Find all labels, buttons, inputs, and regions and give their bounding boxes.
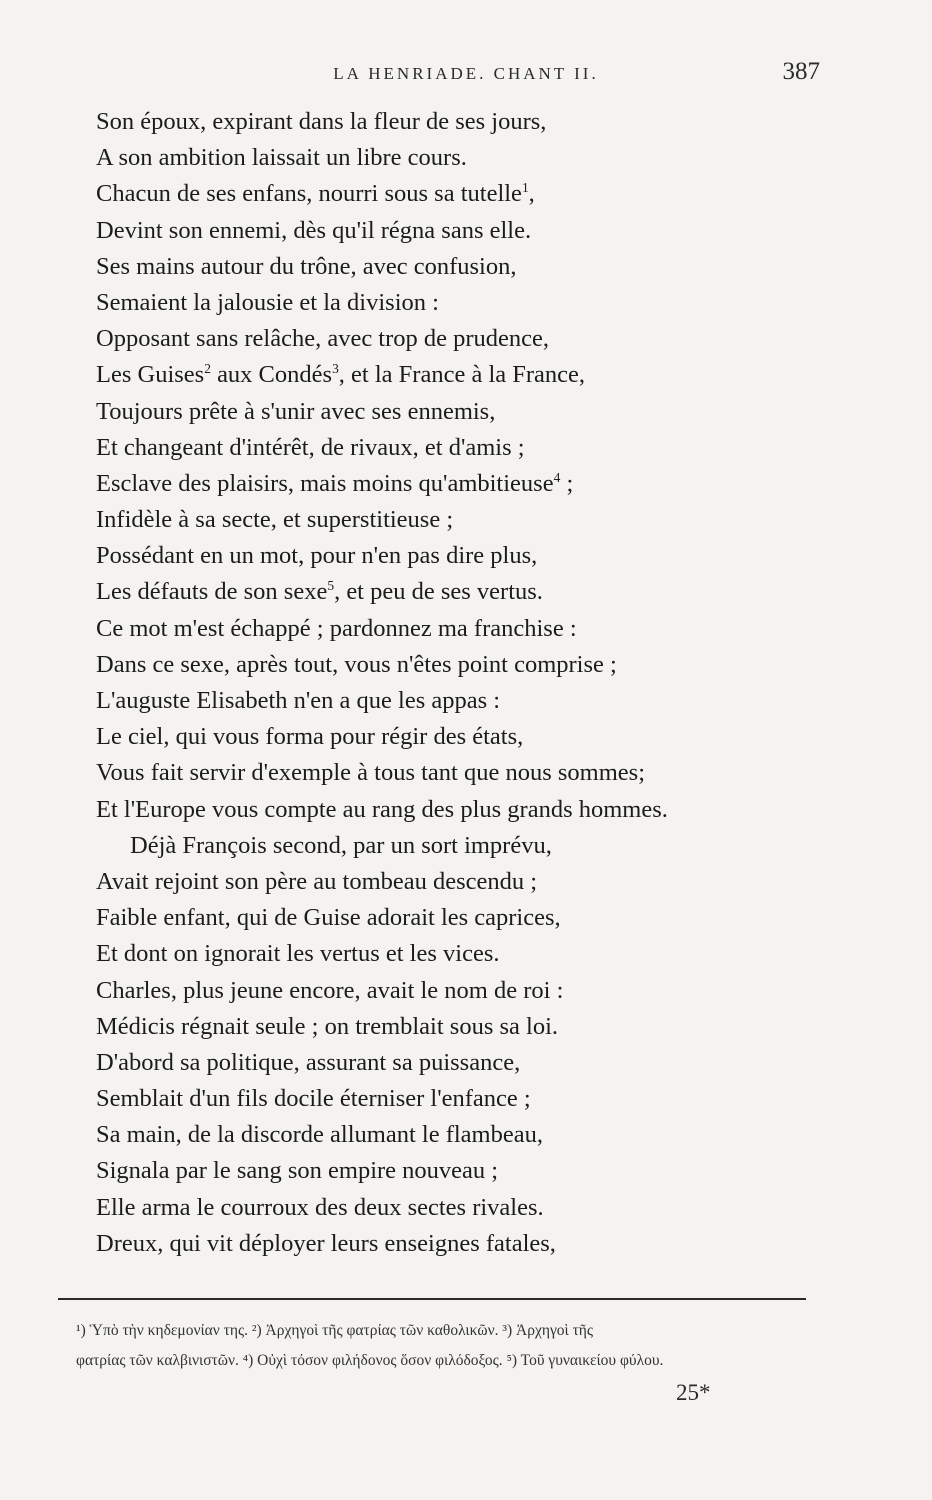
verse-text: Esclave des plaisirs, mais moins qu'ambitieuse <box>96 469 554 497</box>
verse-line <box>96 936 836 972</box>
verse-text: Déjà François second, par un sort imprévu, <box>130 831 552 859</box>
verse-text: Semblait d'un fils docile éterniser l'enfance ; <box>96 1085 531 1113</box>
page-number: 387 <box>782 58 820 85</box>
verse-text: Charles, plus jeune encore, avait le nom de roi : <box>96 976 564 1004</box>
verse-text: Vous fait servir d'exemple à tous tant que nous sommes; <box>96 759 646 787</box>
footnote-marker: 5 <box>327 578 335 594</box>
verse-text-continued: aux Condés <box>210 361 333 389</box>
verse-line <box>96 321 836 357</box>
verse-text: Elle arma le courroux des deux sectes rivales. <box>96 1193 544 1221</box>
verse-line <box>96 285 836 321</box>
verse-line <box>96 973 836 1009</box>
verse-line <box>96 1226 836 1262</box>
verse-text: D'abord sa politique, assurant sa puissance, <box>96 1048 521 1076</box>
verse-line <box>96 1009 836 1045</box>
verse-line <box>96 430 836 466</box>
verse-line <box>96 755 836 791</box>
verse-text: Et l'Europe vous compte au rang des plus grands hommes. <box>96 795 668 823</box>
verse-line <box>96 900 836 936</box>
footnotes <box>76 1316 821 1376</box>
footnote-marker: 1 <box>521 180 529 196</box>
verse-text: Les défauts de son sexe <box>96 578 328 606</box>
footnote-marker: 2 <box>204 361 211 377</box>
verse-line <box>96 249 836 285</box>
verse-text: Toujours prête à s'unir avec ses ennemis, <box>96 397 496 425</box>
verse-text: Médicis régnait seule ; on tremblait sous sa loi. <box>96 1012 559 1040</box>
verse-text: Ses mains autour du trône, avec confusion, <box>96 252 517 280</box>
verse-text: Possédant en un mot, pour n'en pas dire plus, <box>96 542 538 570</box>
verse-text: L'auguste Elisabeth n'en a que les appas : <box>96 687 501 714</box>
verse-line <box>96 538 836 574</box>
verse-text: Sa main, de la discorde allumant le flambeau, <box>96 1121 543 1149</box>
running-head: LA HENRIADE. CHANT II. <box>333 64 599 83</box>
footnote-line: ¹) Ὑπὸ τὴν κηδεμονίαν της. ²) Ἀρχηγοὶ τῆς φατρίας τῶν καθολικῶν. ³) Ἀρχηγοὶ τῆς <box>76 1322 594 1339</box>
verse-text-continued: , et la France à la France, <box>338 361 586 389</box>
verse-line <box>96 104 836 140</box>
verse-line <box>96 357 836 393</box>
footnote-line: φατρίας τῶν καλβινιστῶν. ⁴) Οὐχὶ τόσον φιλήδονος ὅσον φιλόδοξος. ⁵) Τοῦ γυναικείου φύλου. <box>76 1352 664 1369</box>
verse-text: Et changeant d'intérêt, de rivaux, et d'amis ; <box>96 433 525 461</box>
verse-text-continued: , <box>528 180 535 208</box>
verse-text: Opposant sans relâche, avec trop de prudence, <box>96 325 550 353</box>
footnote-rule <box>58 1298 806 1300</box>
poem-text <box>96 104 836 1262</box>
verse-line <box>96 828 836 864</box>
verse-line <box>96 792 836 828</box>
verse-line <box>96 1045 836 1081</box>
verse-line <box>96 719 836 755</box>
verse-line <box>96 1117 836 1153</box>
verse-text: Les Guises <box>96 361 205 389</box>
page-header <box>0 58 932 92</box>
verse-text: Chacun de ses enfans, nourri sous sa tutelle <box>96 180 522 208</box>
verse-text: Le ciel, qui vous forma pour régir des états, <box>96 723 524 751</box>
verse-text-continued: ; <box>560 469 574 497</box>
verse-text-continued: , et peu de ses vertus. <box>334 578 543 606</box>
footnote-marker: 3 <box>332 361 339 377</box>
verse-text: Signala par le sang son empire nouveau ; <box>96 1157 499 1185</box>
verse-line <box>96 176 836 212</box>
footnote-marker: 4 <box>553 469 561 485</box>
verse-line <box>96 213 836 249</box>
verse-line <box>96 466 836 502</box>
verse-line <box>96 611 836 647</box>
verse-text: Ce mot m'est échappé ; pardonnez ma franchise : <box>96 614 577 642</box>
verse-line <box>96 683 836 719</box>
verse-line <box>96 574 836 610</box>
verse-text: Son époux, expirant dans la fleur de ses jours, <box>96 108 547 135</box>
verse-line <box>96 1153 836 1189</box>
verse-text: Faible enfant, qui de Guise adorait les caprices, <box>96 904 561 932</box>
verse-text: Dans ce sexe, après tout, vous n'êtes point comprise ; <box>96 650 617 678</box>
verse-text: Devint son ennemi, dès qu'il régna sans elle. <box>96 216 532 244</box>
verse-text: Dreux, qui vit déployer leurs enseignes fatales, <box>96 1229 556 1257</box>
verse-line <box>96 647 836 683</box>
verse-text: Semaient la jalousie et la division : <box>96 288 439 316</box>
verse-text: Infidèle à sa secte, et superstitieuse ; <box>96 506 454 534</box>
verse-text: A son ambition laissait un libre cours. <box>96 144 467 172</box>
verse-line <box>96 1190 836 1226</box>
verse-line <box>96 394 836 430</box>
verse-line <box>96 140 836 176</box>
printer-signature: 25* <box>676 1380 711 1405</box>
verse-line <box>96 1081 836 1117</box>
verse-line <box>96 864 836 900</box>
verse-text: Et dont on ignorait les vertus et les vices. <box>96 940 500 968</box>
verse-text: Avait rejoint son père au tombeau descendu ; <box>96 867 538 895</box>
verse-line <box>96 502 836 538</box>
